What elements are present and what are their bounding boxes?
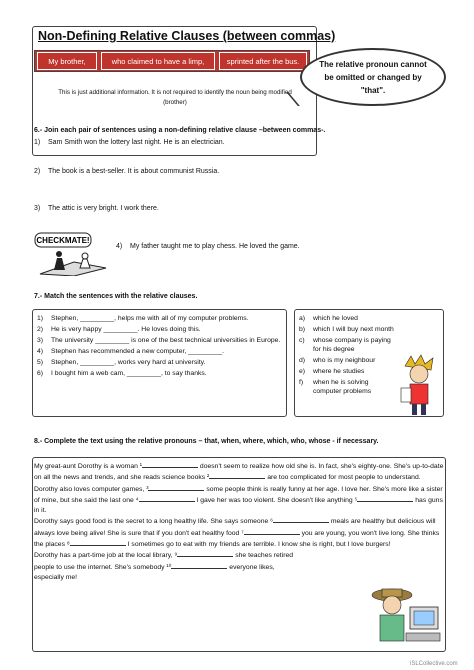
ex6-item-4: 4) My father taught me to play chess. He loved the game. — [116, 243, 300, 250]
chess-icon — [34, 232, 108, 276]
page-title: Non-Defining Relative Clauses (between commas) — [38, 29, 336, 43]
ex7-heading: 7.- Match the sentences with the relative clauses. — [34, 293, 198, 300]
blank-10[interactable] — [171, 562, 227, 569]
blank-5[interactable] — [357, 495, 413, 502]
ex6-item-2: 2) The book is a best-seller. It is about communist Russia. — [34, 168, 220, 175]
blank-6[interactable] — [273, 516, 329, 523]
ex7-right-box — [294, 309, 444, 417]
ex7-left-4: 4) Stephen has recommended a new computer, _________. — [37, 348, 225, 355]
ex7-right-a: a) which he loved — [299, 315, 358, 322]
chess-illustration — [34, 232, 108, 276]
blank-2[interactable] — [209, 472, 265, 479]
ex7-left-list — [33, 310, 286, 384]
checkmate-label: CHECKMATE! — [36, 236, 90, 245]
ex7-left-3: 3) The university _________ is one of the best technical universities in Europe. — [37, 337, 281, 344]
ex8-heading: 8.- Complete the text using the relative pronouns – that, when, where, which, who, whose - if necessary. — [34, 438, 379, 445]
ex7-left-box — [32, 309, 287, 417]
ex7-right-d: d) who is my neighbour — [299, 357, 376, 364]
example-part-3: sprinted after the bus. — [219, 52, 307, 70]
blank-4[interactable] — [139, 495, 195, 502]
ex7-left-1: 1) Stephen, _________, helps me with all of my computer problems. — [37, 315, 249, 322]
example-part-2: who claimed to have a limp, — [101, 52, 215, 70]
student-illustration-icon — [397, 354, 441, 416]
ex7-right-f: f) when he is solving computer problems — [299, 379, 372, 395]
speech-bubble: The relative pronoun cannot be omitted or changed by "that". — [300, 48, 446, 106]
footer-watermark: iSLCollective.com — [410, 661, 458, 667]
blank-3[interactable] — [148, 484, 204, 491]
grandma-computer-icon — [370, 585, 442, 649]
ex7-left-5: 5) Stephen, _________, works very hard at university. — [37, 359, 206, 366]
ex6-heading: 6.- Join each pair of sentences using a non-defining relative clause –between commas-. — [34, 127, 326, 134]
blank-8[interactable] — [70, 539, 126, 546]
ex7-left-6: 6) I bought him a web cam, _________, to say thanks. — [37, 370, 207, 377]
ex6-item-3: 3) The attic is very bright. I work there. — [34, 205, 159, 212]
blank-7[interactable] — [244, 528, 300, 535]
ex6-item-1: 1) Sam Smith won the lottery last night. He is an electrician. — [34, 139, 225, 146]
ex8-text: My great-aunt Dorothy is a woman ¹ doesn't seem to realize how old she is. In fact, she's eighty-one. She's up-to-date on all the news and trends, and she reads science books ² are too complicated for most people to understand. Dorothy also loves computer games, ³ some people think is really funny at her age. I love her. She's more like a sister of mine, but she said the last one ⁴ I gave her was too violent. She doesn't like anything ⁵ has guns in it. Dorothy says good food is the secret to a long healthy life. She says someone ⁶ meals are healthy but delicious will always love being alive! She is sure that if you don't eat healthy food ⁷ you are young, you won't live long. She thinks the places ⁸ I sometimes go to eat with my friends are terrible. I know she is right, but I love burgers! Dorothy has a part-time job at the local library, ⁹ she teaches retired people to use the internet. She's somebody ¹⁰ everyone likes, especially me! — [34, 463, 444, 581]
example-part-1: My brother, — [37, 52, 97, 70]
example-note: This is just additional information. It is not required to identify the noun being modified (brother) — [58, 89, 292, 106]
ex7-right-e: e) where he studies — [299, 368, 365, 375]
ex7-right-c: c) whose company is paying for his degree — [299, 337, 391, 353]
blank-1[interactable] — [142, 461, 198, 468]
ex7-right-list — [295, 310, 395, 402]
ex7-right-b: b) which I will buy next month — [299, 326, 394, 333]
ex7-left-2: 2) He is very happy _________. He loves doing this. — [37, 326, 201, 333]
blank-9[interactable] — [177, 550, 233, 557]
